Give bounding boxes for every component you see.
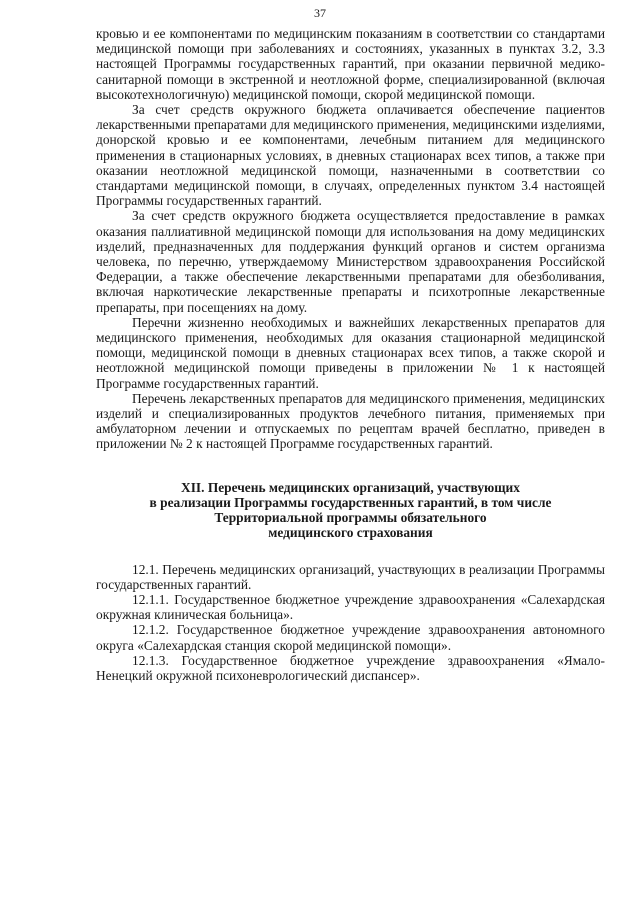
list-item: 12.1.1. Государственное бюджетное учреждение здравоохранения «Салехардская окружная клиническая больница».	[96, 591, 605, 623]
list-item: 12.1. Перечень медицинских организаций, участвующих в реализации Программы государственных гарантий.	[96, 561, 605, 592]
paragraph: За счет средств окружного бюджета осуществляется предоставление в рамках оказания паллиативной медицинской помощи для использования на дому медицинских изделий, предназначенных для поддержания функций органов и систем организма человека, по перечню, утверждаемому Министерством здравоохранения Российской Федерации, а также обеспечение лекарственными препаратами для обезболивания, включая наркотические лекарственные препараты и психотропные лекарственные препараты, при посещениях на дому.	[96, 208, 605, 315]
section-heading	[96, 480, 605, 541]
section-heading-line: XII. Перечень медицинских организаций, участвующих	[181, 479, 520, 495]
paragraph: За счет средств окружного бюджета оплачивается обеспечение пациентов лекарственными препаратами для медицинского применения, медицинскими изделиями, донорской кровью и ее компонентами, лечебным питанием для медицинского применения в стационарных условиях, в дневных стационарах всех типов, а также при оказании неотложной медицинской помощи, назначенными в соответствии со стандартами медицинской помощи, в случаях, определенных пунктом 3.4 настоящей Программы государственных гарантий.	[96, 102, 605, 209]
section-heading-line: в реализации Программы государственных гарантий, в том числе	[149, 494, 552, 510]
paragraph: Перечень лекарственных препаратов для медицинского применения, медицинских изделий и специализированных продуктов лечебного питания, применяемых при амбулаторном лечении и отпускаемых по рецептам врачей бесплатно, приведен в приложении № 2 к настоящей Программе государственных гарантий.	[96, 390, 605, 452]
page-number: 37	[314, 6, 326, 20]
list-item: 12.1.2. Государственное бюджетное учреждение здравоохранения автономного округа «Салехардская станция скорой медицинской помощи».	[96, 622, 605, 653]
section-heading-line: Территориальной программы обязательного	[214, 510, 487, 526]
section-heading-line: медицинского страхования	[268, 525, 433, 541]
list-item: 12.1.3. Государственное бюджетное учреждение здравоохранения «Ямало-Ненецкий окружной психоневрологический диспансер».	[96, 652, 605, 683]
paragraph-continuation: кровью и ее компонентами по медицинским показаниям в соответствии со стандартами медицинской помощи при заболеваниях и состояниях, указанных в пунктах 3.2, 3.3 настоящей Программы государственных гарантий, при оказании первичной медико-санитарной помощи в экстренной и неотложной форме, специализированной (включая высокотехнологичную) медицинской помощи, скорой медицинской помощи.	[96, 26, 605, 102]
document-body	[96, 26, 605, 683]
paragraph: Перечни жизненно необходимых и важнейших лекарственных препаратов для медицинского применения, необходимых для оказания стационарной медицинской помощи, медицинской помощи в дневных стационарах всех типов, а также скорой и неотложной медицинской помощи приведены в приложении № 1 к настоящей Программе государственных гарантий.	[96, 314, 605, 391]
